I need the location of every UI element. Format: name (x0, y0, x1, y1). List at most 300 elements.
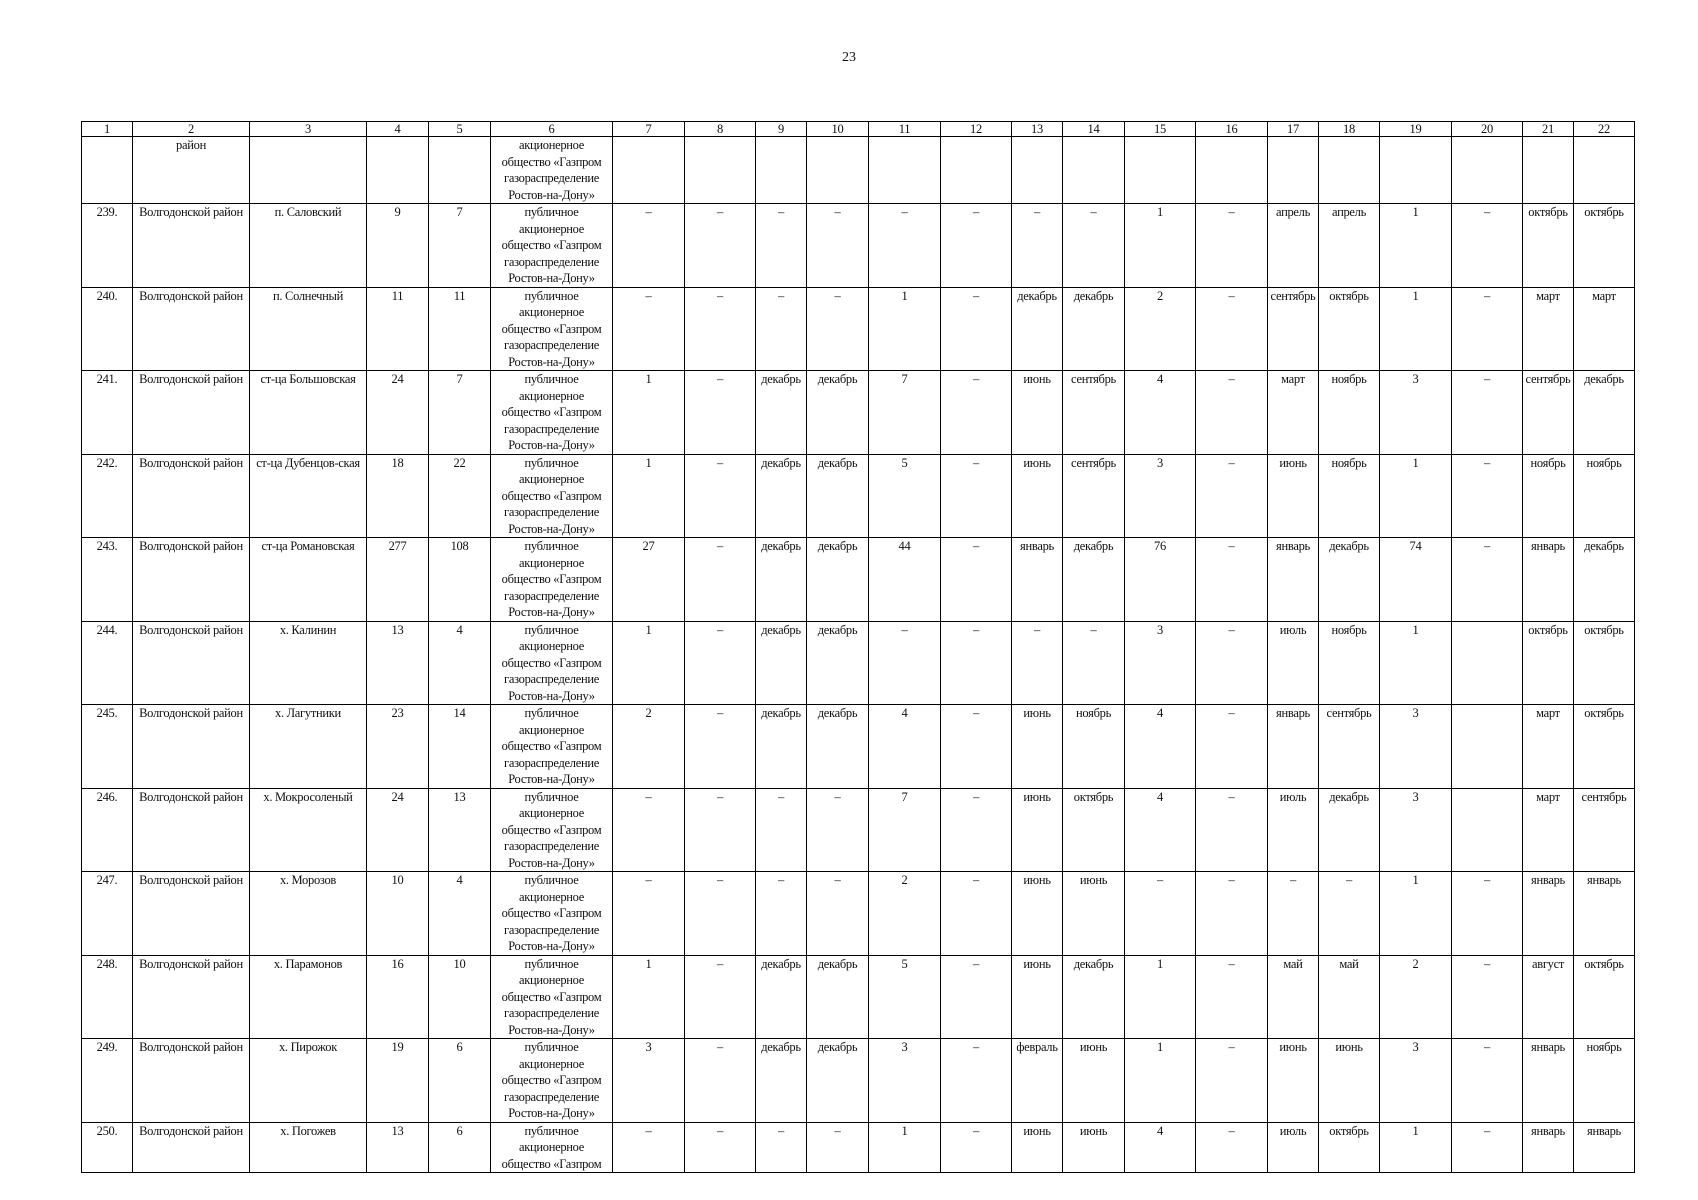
table-cell: март (1523, 705, 1574, 789)
table-cell (1125, 137, 1196, 204)
table-cell: – (807, 788, 869, 872)
table-cell: ноябрь (1574, 454, 1635, 538)
table-cell: Волгодонской район (133, 788, 250, 872)
column-header-6: 6 (491, 122, 613, 137)
table-cell: – (1063, 621, 1125, 705)
table-cell: октябрь (1574, 705, 1635, 789)
table-cell: 242. (82, 454, 133, 538)
table-cell: 19 (367, 1039, 429, 1123)
table-cell: – (1196, 538, 1268, 622)
table-cell (1452, 137, 1523, 204)
table-cell: 1 (613, 454, 685, 538)
table-cell: 7 (429, 204, 491, 288)
table-cell: март (1523, 788, 1574, 872)
table-cell: апрель (1319, 204, 1380, 288)
table-cell: декабрь (807, 538, 869, 622)
table-cell: – (685, 1122, 756, 1173)
table-cell: 44 (869, 538, 941, 622)
table-cell: декабрь (1063, 287, 1125, 371)
table-cell: – (941, 1039, 1012, 1123)
table-cell: – (613, 788, 685, 872)
table-cell: публичное акционерное общество «Газпром газораспределение Ростов-на-Дону» (491, 538, 613, 622)
table-cell: 4 (1125, 705, 1196, 789)
table-cell: – (1452, 955, 1523, 1039)
table-cell: 7 (429, 371, 491, 455)
table-cell: 2 (1125, 287, 1196, 371)
table-row (82, 872, 1635, 956)
table-row (82, 705, 1635, 789)
table-cell (613, 137, 685, 204)
table-cell: 3 (869, 1039, 941, 1123)
table-cell: публичное акционерное общество «Газпром газораспределение Ростов-на-Дону» (491, 621, 613, 705)
table-cell: – (756, 287, 807, 371)
table-body (82, 137, 1635, 1173)
table-cell: ноябрь (1319, 454, 1380, 538)
table-cell: ноябрь (1319, 621, 1380, 705)
table-cell: 1 (1125, 955, 1196, 1039)
table-cell: – (1196, 705, 1268, 789)
table-cell: декабрь (1063, 955, 1125, 1039)
table-cell (429, 137, 491, 204)
table-cell: декабрь (756, 705, 807, 789)
table-cell: сентябрь (1574, 788, 1635, 872)
column-header-1: 1 (82, 122, 133, 137)
table-row-continuation (82, 137, 1635, 204)
table-cell: 7 (869, 788, 941, 872)
table-cell: сентябрь (1319, 705, 1380, 789)
table-cell: июль (1268, 788, 1319, 872)
table-cell: апрель (1268, 204, 1319, 288)
table-cell: 108 (429, 538, 491, 622)
table-cell: 9 (367, 204, 429, 288)
table-cell: – (1452, 538, 1523, 622)
table-cell: Волгодонской район (133, 872, 250, 956)
table-cell: 4 (1125, 371, 1196, 455)
table-cell: – (1319, 872, 1380, 956)
table-cell: 2 (613, 705, 685, 789)
table-cell: июнь (1268, 1039, 1319, 1123)
table-cell: – (756, 204, 807, 288)
table-cell: – (1196, 204, 1268, 288)
column-header-19: 19 (1380, 122, 1452, 137)
table-row (82, 621, 1635, 705)
table-cell: декабрь (807, 705, 869, 789)
table-row (82, 788, 1635, 872)
column-header-12: 12 (941, 122, 1012, 137)
table-cell: 3 (1380, 705, 1452, 789)
table-cell: январь (1574, 872, 1635, 956)
table-cell: – (1196, 788, 1268, 872)
table-cell: – (941, 1122, 1012, 1173)
column-number-header (82, 122, 1635, 137)
table-cell: – (1125, 872, 1196, 956)
table-cell (1063, 137, 1125, 204)
table-cell: х. Погожев (250, 1122, 367, 1173)
table-cell: – (1196, 371, 1268, 455)
table-cell: декабрь (756, 454, 807, 538)
table-cell: октябрь (1574, 621, 1635, 705)
column-header-3: 3 (250, 122, 367, 137)
table-cell: январь (1523, 1122, 1574, 1173)
table-cell: – (941, 955, 1012, 1039)
table-cell: декабрь (756, 538, 807, 622)
table-cell: публичное акционерное общество «Газпром газораспределение Ростов-на-Дону» (491, 788, 613, 872)
table-cell: – (1012, 204, 1063, 288)
table-cell: – (941, 872, 1012, 956)
column-header-14: 14 (1063, 122, 1125, 137)
table-cell: – (1452, 204, 1523, 288)
table-cell: п. Солнечный (250, 287, 367, 371)
table-cell (807, 137, 869, 204)
table-cell: 247. (82, 872, 133, 956)
column-header-21: 21 (1523, 122, 1574, 137)
table-cell: – (685, 705, 756, 789)
table-cell: 245. (82, 705, 133, 789)
table-cell: 13 (367, 1122, 429, 1173)
table-cell (1452, 705, 1523, 789)
table-cell: х. Парамонов (250, 955, 367, 1039)
column-header-16: 16 (1196, 122, 1268, 137)
table-cell: – (1452, 1039, 1523, 1123)
table-cell: х. Морозов (250, 872, 367, 956)
table-cell: – (941, 705, 1012, 789)
table-cell: публичное акционерное общество «Газпром (491, 1122, 613, 1173)
table-cell: – (685, 538, 756, 622)
table-cell: декабрь (1319, 538, 1380, 622)
table-cell: декабрь (756, 1039, 807, 1123)
table-cell: 3 (1125, 454, 1196, 538)
table-cell: ст-ца Дубенцов-ская (250, 454, 367, 538)
table-cell: 4 (869, 705, 941, 789)
table-cell: 10 (429, 955, 491, 1039)
table-cell: – (941, 454, 1012, 538)
table-cell: 76 (1125, 538, 1196, 622)
table-cell: август (1523, 955, 1574, 1039)
table-cell: – (1196, 454, 1268, 538)
table-cell: октябрь (1063, 788, 1125, 872)
table-cell: октябрь (1319, 1122, 1380, 1173)
table-cell: 1 (1380, 454, 1452, 538)
table-cell: декабрь (1063, 538, 1125, 622)
table-cell: акционерное общество «Газпром газораспределение Ростов-на-Дону» (491, 137, 613, 204)
table-cell: 10 (367, 872, 429, 956)
table-cell: – (685, 621, 756, 705)
table-cell (1452, 788, 1523, 872)
table-cell: июнь (1012, 371, 1063, 455)
table-cell: публичное акционерное общество «Газпром газораспределение Ростов-на-Дону» (491, 287, 613, 371)
column-header-9: 9 (756, 122, 807, 137)
table-cell: июнь (1012, 454, 1063, 538)
table-cell: январь (1523, 872, 1574, 956)
table-cell: – (685, 454, 756, 538)
table-cell: 1 (1380, 287, 1452, 371)
table-cell: октябрь (1319, 287, 1380, 371)
table-cell: 13 (429, 788, 491, 872)
table-cell: публичное акционерное общество «Газпром газораспределение Ростов-на-Дону» (491, 371, 613, 455)
table-cell: ноябрь (1063, 705, 1125, 789)
table-cell: 4 (1125, 788, 1196, 872)
table-cell: 1 (869, 1122, 941, 1173)
table-cell (1012, 137, 1063, 204)
table-cell: 3 (613, 1039, 685, 1123)
table-cell: декабрь (1319, 788, 1380, 872)
table-cell: – (613, 872, 685, 956)
table-cell: январь (1268, 538, 1319, 622)
table-cell: 4 (429, 621, 491, 705)
column-header-8: 8 (685, 122, 756, 137)
table-cell: 13 (367, 621, 429, 705)
table-cell: Волгодонской район (133, 955, 250, 1039)
table-cell (1523, 137, 1574, 204)
table-cell: февраль (1012, 1039, 1063, 1123)
column-header-13: 13 (1012, 122, 1063, 137)
table-cell: декабрь (756, 371, 807, 455)
table-cell: январь (1268, 705, 1319, 789)
table-cell: март (1523, 287, 1574, 371)
table-cell: январь (1523, 1039, 1574, 1123)
table-cell: публичное акционерное общество «Газпром газораспределение Ростов-на-Дону» (491, 1039, 613, 1123)
table-cell: – (685, 204, 756, 288)
table-cell: – (685, 1039, 756, 1123)
table-cell: 244. (82, 621, 133, 705)
table-cell: июнь (1063, 1122, 1125, 1173)
table-cell: – (1196, 955, 1268, 1039)
table-cell: – (685, 872, 756, 956)
table-cell: – (1196, 1039, 1268, 1123)
table-cell (756, 137, 807, 204)
column-header-20: 20 (1452, 122, 1523, 137)
table-row (82, 204, 1635, 288)
table-cell: июль (1268, 621, 1319, 705)
table-cell: ст-ца Большовская (250, 371, 367, 455)
table-cell: Волгодонской район (133, 1039, 250, 1123)
table-cell: – (613, 287, 685, 371)
table-cell: публичное акционерное общество «Газпром газораспределение Ростов-на-Дону» (491, 872, 613, 956)
table-cell: 3 (1380, 788, 1452, 872)
table-cell: 248. (82, 955, 133, 1039)
table-cell: х. Калинин (250, 621, 367, 705)
table-cell: публичное акционерное общество «Газпром газораспределение Ростов-на-Дону» (491, 454, 613, 538)
table-cell: – (941, 788, 1012, 872)
table-cell: 1 (1380, 204, 1452, 288)
table-row (82, 454, 1635, 538)
table-cell: Волгодонской район (133, 371, 250, 455)
table-row (82, 538, 1635, 622)
table-cell: 5 (869, 454, 941, 538)
table-cell (1319, 137, 1380, 204)
table-cell: декабрь (807, 955, 869, 1039)
table-cell: март (1574, 287, 1635, 371)
table-cell: – (807, 287, 869, 371)
table-cell: июнь (1012, 955, 1063, 1039)
table-cell: 1 (869, 287, 941, 371)
table-cell: Волгодонской район (133, 705, 250, 789)
table-cell: – (1452, 371, 1523, 455)
table-cell: – (613, 204, 685, 288)
table-cell: май (1319, 955, 1380, 1039)
table-cell: – (756, 1122, 807, 1173)
header-row (82, 122, 1635, 137)
table-cell: 4 (429, 872, 491, 956)
table-cell: Волгодонской район (133, 1122, 250, 1173)
table-cell: – (941, 287, 1012, 371)
table-cell: июнь (1063, 1039, 1125, 1123)
table-cell: 7 (869, 371, 941, 455)
table-cell (1574, 137, 1635, 204)
table-cell: 11 (367, 287, 429, 371)
table-cell (1380, 137, 1452, 204)
table-cell: 243. (82, 538, 133, 622)
table-cell: – (1452, 1122, 1523, 1173)
table-cell: Волгодонской район (133, 538, 250, 622)
column-header-15: 15 (1125, 122, 1196, 137)
table-cell: 1 (1380, 1122, 1452, 1173)
table-cell (367, 137, 429, 204)
table-cell: х. Мокросоленый (250, 788, 367, 872)
table-cell: 5 (869, 955, 941, 1039)
table-cell: октябрь (1523, 204, 1574, 288)
table-cell: 74 (1380, 538, 1452, 622)
table-cell: ст-ца Романовская (250, 538, 367, 622)
table-cell: Волгодонской район (133, 454, 250, 538)
table-cell: сентябрь (1523, 371, 1574, 455)
table-cell: июнь (1012, 788, 1063, 872)
table-cell: 22 (429, 454, 491, 538)
table-cell: январь (1012, 538, 1063, 622)
table-cell: 4 (1125, 1122, 1196, 1173)
table-cell (250, 137, 367, 204)
table-cell: декабрь (807, 621, 869, 705)
table-cell: – (807, 1122, 869, 1173)
table-cell: декабрь (1574, 371, 1635, 455)
table-cell: – (1196, 287, 1268, 371)
table-cell: 14 (429, 705, 491, 789)
table-cell: январь (1523, 538, 1574, 622)
table-cell: 277 (367, 538, 429, 622)
table-cell (82, 137, 133, 204)
table-cell: Волгодонской район (133, 204, 250, 288)
table-cell: 1 (1125, 204, 1196, 288)
table-cell: – (941, 371, 1012, 455)
table-cell: х. Лагутники (250, 705, 367, 789)
table-cell: 11 (429, 287, 491, 371)
table-cell: х. Пирожок (250, 1039, 367, 1123)
table-cell (941, 137, 1012, 204)
table-cell: октябрь (1574, 955, 1635, 1039)
table-cell: п. Саловский (250, 204, 367, 288)
table-cell: – (685, 371, 756, 455)
table-cell: декабрь (807, 454, 869, 538)
table-cell: 18 (367, 454, 429, 538)
table-cell (1268, 137, 1319, 204)
table-row (82, 1039, 1635, 1123)
column-header-17: 17 (1268, 122, 1319, 137)
table-cell: – (685, 955, 756, 1039)
table-cell: 1 (613, 621, 685, 705)
table-cell: 1 (613, 371, 685, 455)
table-cell: июнь (1268, 454, 1319, 538)
table-cell: декабрь (756, 621, 807, 705)
data-table (81, 121, 1635, 1173)
table-cell: 24 (367, 788, 429, 872)
table-cell: – (685, 287, 756, 371)
table-cell: июнь (1319, 1039, 1380, 1123)
table-cell: ноябрь (1574, 1039, 1635, 1123)
table-row (82, 955, 1635, 1039)
table-cell: публичное акционерное общество «Газпром газораспределение Ростов-на-Дону» (491, 204, 613, 288)
table-cell: март (1268, 371, 1319, 455)
table-cell: – (1063, 204, 1125, 288)
table-cell: – (807, 204, 869, 288)
table-cell: 2 (869, 872, 941, 956)
table-cell: октябрь (1523, 621, 1574, 705)
table-cell: – (1452, 454, 1523, 538)
page-number: 23 (842, 50, 856, 65)
table-cell: район (133, 137, 250, 204)
table-cell: – (1452, 872, 1523, 956)
table-cell: июнь (1012, 1122, 1063, 1173)
table-cell: 1 (613, 955, 685, 1039)
table-cell: май (1268, 955, 1319, 1039)
table-cell: 246. (82, 788, 133, 872)
column-header-11: 11 (869, 122, 941, 137)
table-cell: 23 (367, 705, 429, 789)
table-cell: публичное акционерное общество «Газпром газораспределение Ростов-на-Дону» (491, 705, 613, 789)
table-cell: июнь (1063, 872, 1125, 956)
table-cell: 16 (367, 955, 429, 1039)
table-cell: 27 (613, 538, 685, 622)
table-cell: – (941, 204, 1012, 288)
table-cell: 1 (1380, 872, 1452, 956)
table-row (82, 371, 1635, 455)
table-cell: 3 (1380, 371, 1452, 455)
table-cell: Волгодонской район (133, 287, 250, 371)
table-cell: 3 (1380, 1039, 1452, 1123)
table-cell: – (1012, 621, 1063, 705)
table-cell (685, 137, 756, 204)
column-header-5: 5 (429, 122, 491, 137)
table-cell: 249. (82, 1039, 133, 1123)
table-cell: июнь (1012, 705, 1063, 789)
table-cell: публичное акционерное общество «Газпром газораспределение Ростов-на-Дону» (491, 955, 613, 1039)
table-cell: ноябрь (1523, 454, 1574, 538)
table-cell: 1 (1125, 1039, 1196, 1123)
table-cell: ноябрь (1319, 371, 1380, 455)
table-row (82, 287, 1635, 371)
column-header-2: 2 (133, 122, 250, 137)
table-cell: 1 (1380, 621, 1452, 705)
table-cell: июль (1268, 1122, 1319, 1173)
table-cell: сентябрь (1063, 371, 1125, 455)
table-cell: – (941, 538, 1012, 622)
table-cell: 239. (82, 204, 133, 288)
column-header-18: 18 (1319, 122, 1380, 137)
table-cell: 6 (429, 1122, 491, 1173)
table-cell: январь (1574, 1122, 1635, 1173)
table-cell (1196, 137, 1268, 204)
table-cell: декабрь (807, 371, 869, 455)
table-cell: – (1196, 1122, 1268, 1173)
table-cell: Волгодонской район (133, 621, 250, 705)
table-cell: – (685, 788, 756, 872)
table-cell: декабрь (756, 955, 807, 1039)
table-cell: 6 (429, 1039, 491, 1123)
column-header-7: 7 (613, 122, 685, 137)
table-cell: – (1452, 287, 1523, 371)
table-cell: 240. (82, 287, 133, 371)
table-cell: декабрь (807, 1039, 869, 1123)
column-header-22: 22 (1574, 122, 1635, 137)
